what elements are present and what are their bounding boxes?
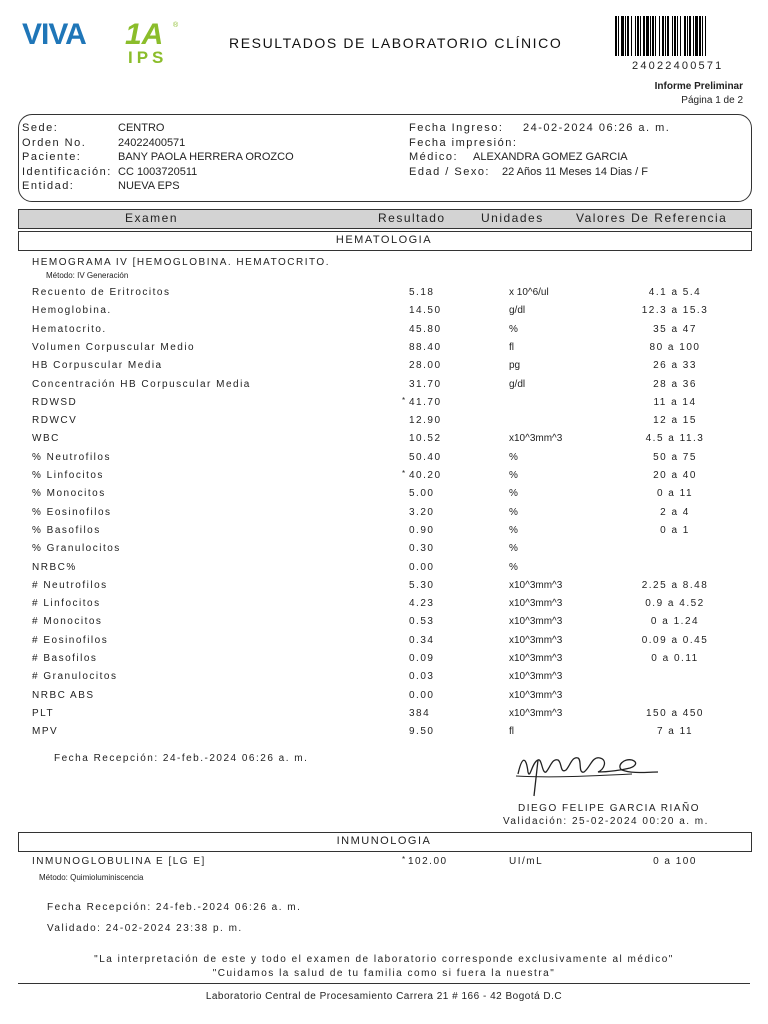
row-flag: * [402, 469, 406, 478]
row-value: 9.50 [409, 726, 435, 737]
row-unit: x10^3mm^3 [509, 598, 563, 609]
col-resultado: Resultado [378, 211, 446, 225]
row-ref: 2 a 4 [660, 507, 690, 518]
row-ref: 0 a 1 [660, 525, 690, 536]
row-value: 12.90 [409, 415, 442, 426]
row-value: 41.70 [409, 397, 442, 408]
row-ref-inmunoglobulina: 0 a 100 [653, 856, 697, 867]
row-name: # Neutrofilos [32, 580, 108, 591]
row-name: % Neutrofilos [32, 452, 111, 463]
row-name: % Granulocitos [32, 543, 121, 554]
footer-address: Laboratorio Central de Procesamiento Carrera 21 # 166 - 42 Bogotá D.C [205, 991, 563, 1002]
row-ref: 12.3 a 15.3 [641, 305, 709, 316]
fecha-recepcion-hematologia: Fecha Recepción: 24-feb.-2024 06:26 a. m. [54, 753, 309, 764]
section-title-inmunologia: INMUNOLOGIA [336, 835, 432, 847]
sede-value: CENTRO [118, 122, 165, 134]
fecha-ingreso-value: 24-02-2024 06:26 a. m. [523, 122, 671, 134]
row-name: # Eosinofilos [32, 635, 109, 646]
row-ref: 11 a 14 [653, 397, 697, 408]
logo-1a-text: 1A [125, 18, 164, 51]
row-ref: 7 a 11 [656, 726, 694, 737]
validacion-hematologia: Validación: 25-02-2024 00:20 a. m. [503, 816, 709, 827]
row-unit: % [509, 562, 518, 573]
col-referencia: Valores De Referencia [576, 211, 728, 225]
barcode-image [615, 16, 737, 56]
method-inmunoglobulina: Método: Quimioluminiscencia [39, 873, 144, 882]
row-unit: x10^3mm^3 [509, 580, 563, 591]
row-unit: % [509, 507, 518, 518]
row-name: % Monocitos [32, 488, 106, 499]
entidad-label: Entidad: [22, 180, 75, 192]
row-unit: x10^3mm^3 [509, 635, 563, 646]
row-ref: 2.25 a 8.48 [641, 580, 709, 591]
col-unidades: Unidades [481, 211, 544, 225]
row-name: % Basofilos [32, 525, 101, 536]
row-name: Hemoglobina. [32, 305, 112, 316]
group-title-hemograma: HEMOGRAMA IV [HEMOGLOBINA. HEMATOCRITO. [32, 257, 330, 268]
fecha-recepcion-inmunologia: Fecha Recepción: 24-feb.-2024 06:26 a. m. [47, 902, 302, 913]
row-value: 0.00 [409, 562, 435, 573]
fecha-impresion-label: Fecha impresión: [409, 137, 518, 149]
row-name: NRBC% [32, 562, 77, 573]
row-value: 10.52 [409, 433, 442, 444]
row-name: RDWCV [32, 415, 78, 426]
logo-ips-text: IPS [128, 48, 168, 67]
row-name: RDWSD [32, 397, 78, 408]
sede-label: Sede: [22, 122, 59, 134]
row-value: 40.20 [409, 470, 442, 481]
row-name-inmunoglobulina: INMUNOGLOBULINA E [LG E] [32, 856, 206, 867]
row-value: 0.34 [409, 635, 435, 646]
row-value-inmunoglobulina: 102.00 [408, 856, 448, 867]
edad-sexo-label: Edad / Sexo: [409, 166, 490, 178]
page-number: Página 1 de 2 [681, 95, 743, 106]
row-ref: 0 a 1.24 [650, 616, 700, 627]
method-hemograma: Método: IV Generación [46, 271, 129, 280]
row-value: 0.30 [409, 543, 435, 554]
row-unit: fl [509, 342, 514, 353]
row-name: HB Corpuscular Media [32, 360, 163, 371]
footer-note-1: "La interpretación de este y todo el examen de laboratorio corresponde exclusivamente al médico" [94, 954, 674, 965]
logo-viva-text: VIVA [22, 18, 86, 51]
row-ref: 0 a 0.11 [651, 653, 699, 664]
row-unit: x10^3mm^3 [509, 708, 563, 719]
row-value: 28.00 [409, 360, 442, 371]
row-name: Volumen Corpuscular Medio [32, 342, 196, 353]
report-status: Informe Preliminar [654, 81, 743, 92]
row-unit: % [509, 543, 518, 554]
entidad-value: NUEVA EPS [118, 180, 180, 192]
row-flag-inmunoglobulina: * [402, 855, 406, 864]
row-name: Recuento de Eritrocitos [32, 287, 171, 298]
row-ref: 26 a 33 [653, 360, 697, 371]
section-title-hematologia: HEMATOLOGIA [335, 234, 433, 246]
signature-image [512, 744, 662, 800]
row-ref: 0 a 11 [656, 488, 694, 499]
row-value: 88.40 [409, 342, 442, 353]
identificacion-value: CC 1003720511 [118, 166, 198, 178]
row-value: 0.09 [409, 653, 435, 664]
row-unit: x 10^6/ul [509, 287, 549, 298]
validado-inmunologia: Validado: 24-02-2024 23:38 p. m. [47, 923, 243, 934]
row-name: WBC [32, 433, 60, 444]
col-examen: Examen [125, 211, 179, 225]
row-value: 45.80 [409, 324, 442, 335]
row-name: Hematocrito. [32, 324, 107, 335]
logo-registered-mark: ® [173, 22, 179, 29]
row-name: % Linfocitos [32, 470, 104, 481]
row-unit: x10^3mm^3 [509, 671, 563, 682]
medico-label: Médico: [409, 151, 459, 163]
row-value: 384 [409, 708, 431, 719]
row-name: Concentración HB Corpuscular Media [32, 379, 251, 390]
row-flag: * [402, 396, 406, 405]
row-name: # Granulocitos [32, 671, 118, 682]
row-ref: 150 a 450 [646, 708, 704, 719]
row-value: 5.30 [409, 580, 435, 591]
row-unit-inmunoglobulina: UI/mL [509, 856, 544, 867]
row-value: 50.40 [409, 452, 442, 463]
row-ref: 28 a 36 [653, 379, 697, 390]
row-name: PLT [32, 708, 55, 719]
row-unit: % [509, 324, 518, 335]
edad-sexo-value: 22 Años 11 Meses 14 Dias / F [502, 166, 648, 178]
row-unit: pg [509, 360, 521, 371]
orden-label: Orden No. [22, 137, 87, 149]
identificacion-label: Identificación: [22, 166, 112, 178]
row-value: 4.23 [409, 598, 435, 609]
paciente-value: BANY PAOLA HERRERA OROZCO [118, 151, 294, 163]
row-ref: 80 a 100 [649, 342, 701, 353]
row-unit: % [509, 488, 518, 499]
row-ref: 20 a 40 [653, 470, 697, 481]
row-ref: 12 a 15 [653, 415, 697, 426]
row-ref: 0.09 a 0.45 [641, 635, 709, 646]
row-unit: x10^3mm^3 [509, 690, 563, 701]
row-unit: % [509, 525, 518, 536]
row-unit: x10^3mm^3 [509, 653, 563, 664]
signer-name: DIEGO FELIPE GARCIA RIAÑO [518, 803, 700, 814]
row-name: NRBC ABS [32, 690, 95, 701]
row-value: 0.03 [409, 671, 435, 682]
row-value: 5.18 [409, 287, 435, 298]
row-unit: x10^3mm^3 [509, 616, 563, 627]
row-name: # Monocitos [32, 616, 103, 627]
row-unit: % [509, 470, 518, 481]
row-ref: 4.1 a 5.4 [648, 287, 702, 298]
row-value: 0.90 [409, 525, 435, 536]
row-unit: fl [509, 726, 514, 737]
row-value: 3.20 [409, 507, 435, 518]
footer-note-2: "Cuidamos la salud de tu familia como si fuera la nuestra" [212, 968, 556, 979]
paciente-label: Paciente: [22, 151, 82, 163]
row-name: # Basofilos [32, 653, 98, 664]
row-name: MPV [32, 726, 59, 737]
row-ref: 0.9 a 4.52 [645, 598, 705, 609]
row-unit: x10^3mm^3 [509, 433, 563, 444]
row-value: 0.53 [409, 616, 435, 627]
row-unit: % [509, 452, 518, 463]
row-value: 31.70 [409, 379, 442, 390]
footer-divider [18, 983, 750, 984]
medico-value: ALEXANDRA GOMEZ GARCIA [473, 151, 628, 163]
row-value: 5.00 [409, 488, 435, 499]
document-title: RESULTADOS DE LABORATORIO CLÍNICO [229, 35, 563, 51]
row-ref: 50 a 75 [653, 452, 697, 463]
row-value: 0.00 [409, 690, 435, 701]
row-unit: g/dl [509, 379, 526, 390]
barcode-number: 24022400571 [632, 60, 724, 72]
row-ref: 4.5 a 11.3 [645, 433, 705, 444]
row-value: 14.50 [409, 305, 442, 316]
row-unit: g/dl [509, 305, 526, 316]
row-ref: 35 a 47 [653, 324, 697, 335]
row-name: # Linfocitos [32, 598, 101, 609]
orden-value: 24022400571 [118, 137, 186, 149]
fecha-ingreso-label: Fecha Ingreso: [409, 122, 504, 134]
row-name: % Eosinofilos [32, 507, 112, 518]
